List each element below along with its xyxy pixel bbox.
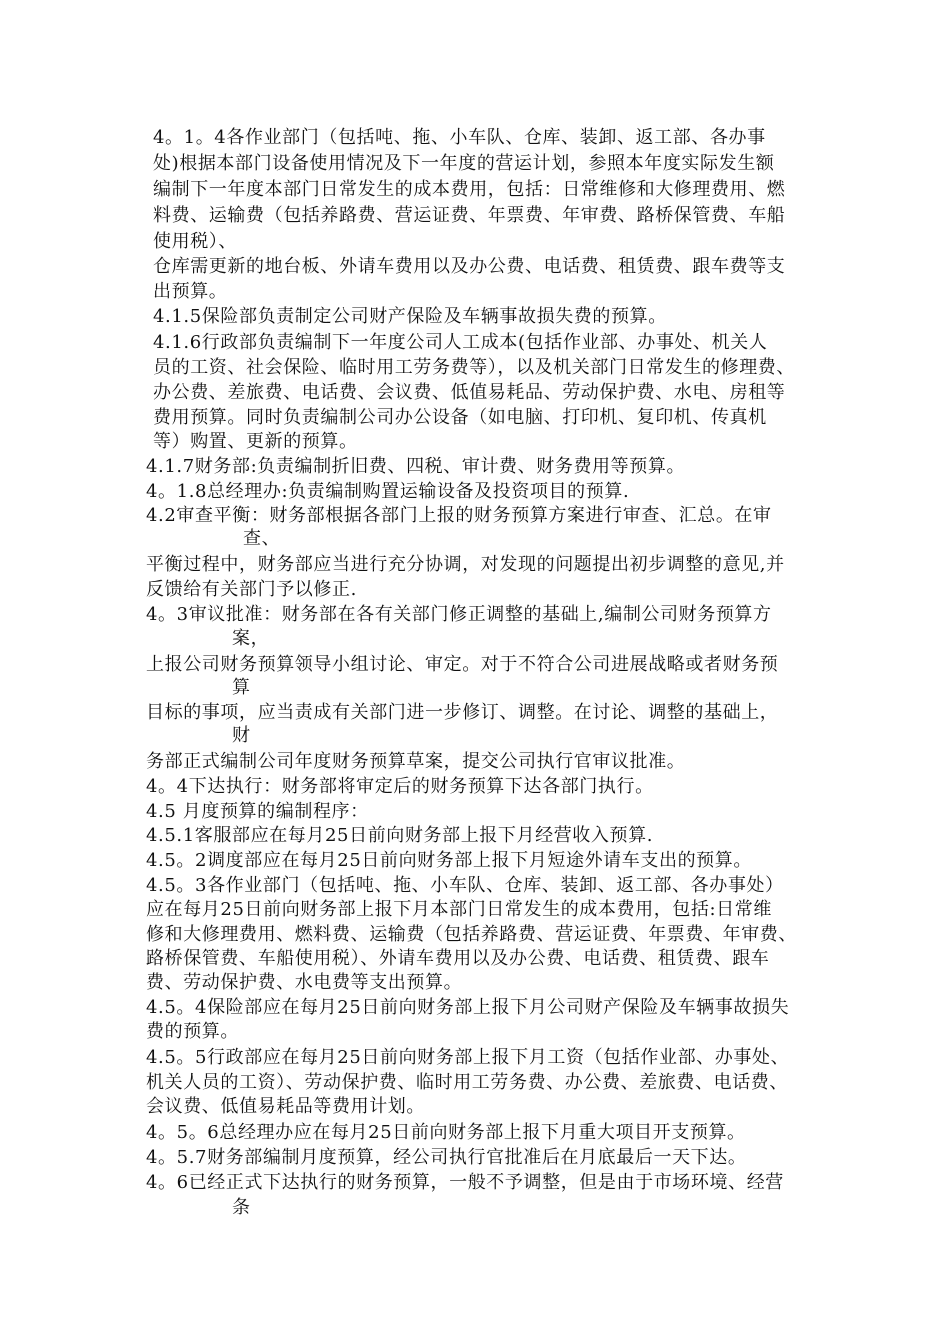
text-line: 算	[232, 677, 251, 698]
text-line: 财	[232, 725, 251, 746]
text-line: 务部正式编制公司年度财务预算草案，提交公司执行官审议批准。	[146, 751, 686, 772]
text-line: 费用预算。同时负责编制公司办公设备（如电脑、打印机、复印机、传真机	[153, 407, 767, 428]
text-line: 4.1.5保险部负责制定公司财产保险及车辆事故损失费的预算。	[153, 306, 667, 327]
text-line: 使用税）、	[153, 231, 237, 252]
text-line: 4。6已经正式下达执行的财务预算，一般不予调整，但是由于市场环境、经营	[146, 1172, 784, 1193]
text-line: 4。4下达执行：财务部将审定后的财务预算下达各部门执行。	[146, 776, 654, 797]
text-line: 4。5。6总经理办应在每月25日前向财务部上报下月重大项目开支预算。	[146, 1122, 746, 1143]
text-line: 4。3审议批准：财务部在各有关部门修正调整的基础上,编制公司财务预算方	[146, 604, 772, 625]
text-line: 上报公司财务预算领导小组讨论、审定。对于不符合公司进展战略或者财务预	[146, 654, 779, 675]
text-line: 修和大修理费用、燃料费、运输费（包括养路费、营运证费、年票费、年审费、	[146, 924, 797, 945]
text-line: 4。1。4各作业部门（包括吨、拖、小车队、仓库、装卸、返工部、各办事	[153, 127, 766, 148]
text-line: 4.5。4保险部应在每月25日前向财务部上报下月公司财产保险及车辆事故损失	[146, 997, 790, 1018]
text-line: 员的工资、社会保险、临时用工劳务费等），以及机关部门日常发生的修理费、	[153, 357, 795, 378]
text-line: 平衡过程中，财务部应当进行充分协调，对发现的问题提出初步调整的意见,并	[146, 554, 785, 575]
text-line: 反馈给有关部门予以修正.	[146, 579, 357, 600]
text-line: 4.5。3各作业部门（包括吨、拖、小车队、仓库、装卸、返工部、各办事处）	[146, 875, 784, 896]
text-line: 4.5.1客服部应在每月25日前向财务部上报下月经营收入预算.	[146, 825, 654, 846]
text-line: 出预算。	[153, 281, 228, 302]
text-line: 处)根据本部门设备使用情况及下一年度的营运计划，参照本年度实际发生额	[153, 153, 775, 174]
text-line: 4.5。5行政部应在每月25日前向财务部上报下月工资（包括作业部、办事处、	[146, 1047, 790, 1068]
text-line: 费的预算。	[146, 1021, 239, 1042]
text-line: 4.5。2调度部应在每月25日前向财务部上报下月短途外请车支出的预算。	[146, 850, 752, 871]
text-line: 4。1.8总经理办:负责编制购置运输设备及投资项目的预算.	[146, 481, 630, 502]
text-line: 仓库需更新的地台板、外请车费用以及办公费、电话费、租赁费、跟车费等支	[153, 256, 786, 277]
text-line: 编制下一年度本部门日常发生的成本费用，包括：日常维修和大修理费用、燃	[153, 179, 786, 200]
text-line: 目标的事项，应当责成有关部门进一步修订、调整。在讨论、调整的基础上，	[146, 702, 779, 723]
text-line: 4.5 月度预算的编制程序：	[146, 801, 369, 822]
text-line: 机关人员的工资）、劳动保护费、临时用工劳务费、办公费、差旅费、电话费、	[146, 1072, 788, 1093]
text-line: 等）购置、更新的预算。	[153, 431, 358, 452]
text-line: 会议费、低值易耗品等费用计划。	[146, 1096, 425, 1117]
text-line: 路桥保管费、车船使用税）、外请车费用以及办公费、电话费、租赁费、跟车	[146, 948, 770, 969]
text-line: 案，	[232, 628, 270, 649]
text-line: 费、劳动保护费、水电费等支出预算。	[146, 972, 463, 993]
text-line: 办公费、差旅费、电话费、会议费、低值易耗品、劳动保护费、水电、房租等	[153, 382, 786, 403]
text-line: 查、	[243, 528, 281, 549]
text-line: 4。5.7财务部编制月度预算，经公司执行官批准后在月底最后一天下达。	[146, 1147, 747, 1168]
text-line: 4.2审查平衡：财务部根据各部门上报的财务预算方案进行审查、汇总。在审	[146, 505, 772, 526]
text-line: 4.1.6行政部负责编制下一年度公司人工成本(包括作业部、办事处、机关人	[153, 332, 768, 353]
text-line: 条	[232, 1197, 251, 1218]
text-line: 应在每月25日前向财务部上报下月本部门日常发生的成本费用，包括:日常维	[146, 899, 772, 920]
text-line: 料费、运输费（包括养路费、营运证费、年票费、年审费、路桥保管费、车船	[153, 205, 786, 226]
text-line: 4.1.7财务部:负责编制折旧费、四税、审计费、财务费用等预算。	[146, 456, 686, 477]
